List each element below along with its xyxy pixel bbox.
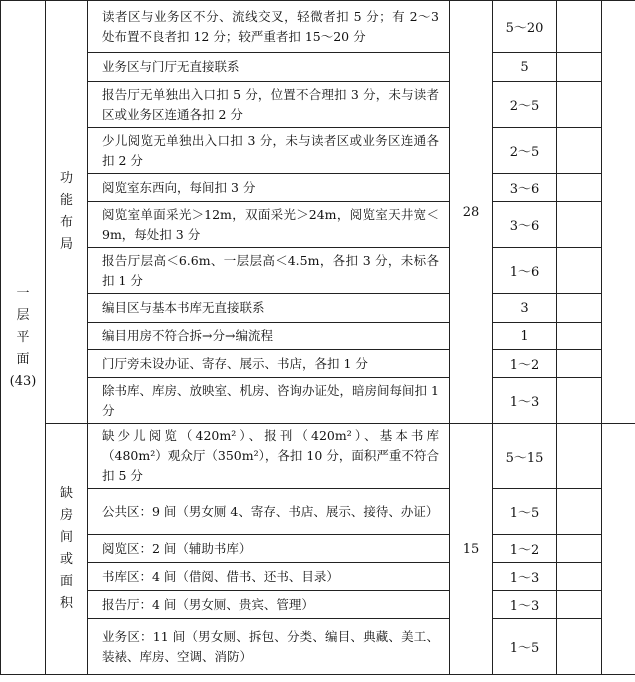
- table-row: [1, 535, 635, 563]
- criterion-text: 业务区与门厅无直接联系: [88, 53, 450, 82]
- criterion-text: 阅览区：2 间（辅助书库）: [88, 535, 450, 563]
- criterion-text: 报告厅：4 间（男女厕、贵宾、管理）: [88, 591, 450, 619]
- table-row: [1, 53, 635, 82]
- criterion-text: 编目区与基本书库无直接联系: [88, 294, 450, 323]
- table-row: [1, 82, 635, 128]
- table-row: [1, 563, 635, 591]
- criterion-text: 业务区：11 间（男女厕、拆包、分类、编目、典藏、美工、装裱、库房、空调、消防）: [88, 619, 450, 675]
- category-cell: [1, 1, 46, 675]
- score-blank-cell: [557, 82, 602, 128]
- deduction-range: 1～6: [493, 248, 557, 294]
- deduction-range: 1～5: [493, 489, 557, 535]
- table-row: [1, 294, 635, 323]
- table-row: [1, 202, 635, 248]
- score-blank-cell: [557, 174, 602, 202]
- score-blank-cell: [557, 53, 602, 82]
- table-row: [1, 489, 635, 535]
- deduction-range: 1～3: [493, 563, 557, 591]
- criterion-text: 读者区与业务区不分、流线交叉，轻微者扣 5 分；有 2～3 处布置不良者扣 12 分；较严重者扣 15～20 分: [88, 1, 450, 53]
- deduction-range: 3～6: [493, 202, 557, 248]
- deduction-range: 5～15: [493, 424, 557, 489]
- criterion-text: 缺少儿阅览（420m²）、报刊（420m²）、基本书库（480m²）观众厅（350m²），各扣 10 分，面积严重不符合扣 5 分: [88, 424, 450, 489]
- table-row: [1, 1, 635, 53]
- category-score: (43): [9, 373, 37, 389]
- subcategory-name: 功能布局: [59, 171, 73, 252]
- table-row: [1, 378, 635, 424]
- subcategory-cell: [46, 424, 88, 675]
- table-row: [1, 323, 635, 350]
- remark-blank-cell: [602, 1, 635, 424]
- table-row: [1, 128, 635, 174]
- table-row: [1, 424, 635, 489]
- score-blank-cell: [557, 248, 602, 294]
- category-char: 面: [16, 351, 30, 367]
- score-blank-cell: [557, 378, 602, 424]
- table-row: [1, 248, 635, 294]
- criterion-text: 门厅旁未设办证、寄存、展示、书店，各扣 1 分: [88, 350, 450, 378]
- subcategory-name: 缺房间或面积: [59, 486, 73, 611]
- score-blank-cell: [557, 591, 602, 619]
- section-total: 15: [450, 424, 493, 675]
- score-blank-cell: [557, 619, 602, 675]
- criterion-text: 编目用房不符合拆→分→编流程: [88, 323, 450, 350]
- deduction-range: 1: [493, 323, 557, 350]
- score-blank-cell: [557, 489, 602, 535]
- deduction-range: 2～5: [493, 128, 557, 174]
- category-char: 层: [16, 307, 30, 323]
- score-blank-cell: [557, 350, 602, 378]
- subcategory-cell: [46, 1, 88, 424]
- deduction-range: 2～5: [493, 82, 557, 128]
- category-char: 平: [16, 329, 30, 345]
- score-blank-cell: [557, 535, 602, 563]
- section-total: 28: [450, 1, 493, 424]
- criterion-text: 阅览室东西向，每间扣 3 分: [88, 174, 450, 202]
- criterion-text: 除书库、库房、放映室、机房、咨询办证处，暗房间每间扣 1 分: [88, 378, 450, 424]
- deduction-range: 1～2: [493, 350, 557, 378]
- deduction-range: 1～2: [493, 535, 557, 563]
- deduction-range: 1～3: [493, 591, 557, 619]
- criterion-text: 书库区：4 间（借阅、借书、还书、目录）: [88, 563, 450, 591]
- score-blank-cell: [557, 128, 602, 174]
- score-blank-cell: [557, 563, 602, 591]
- deduction-range: 1～5: [493, 619, 557, 675]
- category-char: 一: [16, 285, 30, 301]
- deduction-range: 5～20: [493, 1, 557, 53]
- score-blank-cell: [557, 1, 602, 53]
- score-blank-cell: [557, 294, 602, 323]
- deduction-range: 5: [493, 53, 557, 82]
- score-blank-cell: [557, 424, 602, 489]
- criterion-text: 少儿阅览无单独出入口扣 3 分，未与读者区或业务区连通各扣 2 分: [88, 128, 450, 174]
- criterion-text: 报告厅无单独出入口扣 5 分，位置不合理扣 3 分，未与读者区或业务区连通各扣 2 分: [88, 82, 450, 128]
- criterion-text: 报告厅层高＜6.6m、一层层高＜4.5m，各扣 3 分，未标各扣 1 分: [88, 248, 450, 294]
- score-blank-cell: [557, 202, 602, 248]
- remark-blank-cell: [602, 424, 635, 675]
- deduction-range: 1～3: [493, 378, 557, 424]
- criterion-text: 阅览室单面采光＞12m，双面采光＞24m，阅览室天井宽＜9m，每处扣 3 分: [88, 202, 450, 248]
- criterion-text: 公共区：9 间（男女厕 4、寄存、书店、展示、接待、办证）: [88, 489, 450, 535]
- table-row: [1, 591, 635, 619]
- table-row: [1, 174, 635, 202]
- table-row: [1, 350, 635, 378]
- table-row: [1, 619, 635, 675]
- score-blank-cell: [557, 323, 602, 350]
- deduction-range: 3～6: [493, 174, 557, 202]
- deduction-range: 3: [493, 294, 557, 323]
